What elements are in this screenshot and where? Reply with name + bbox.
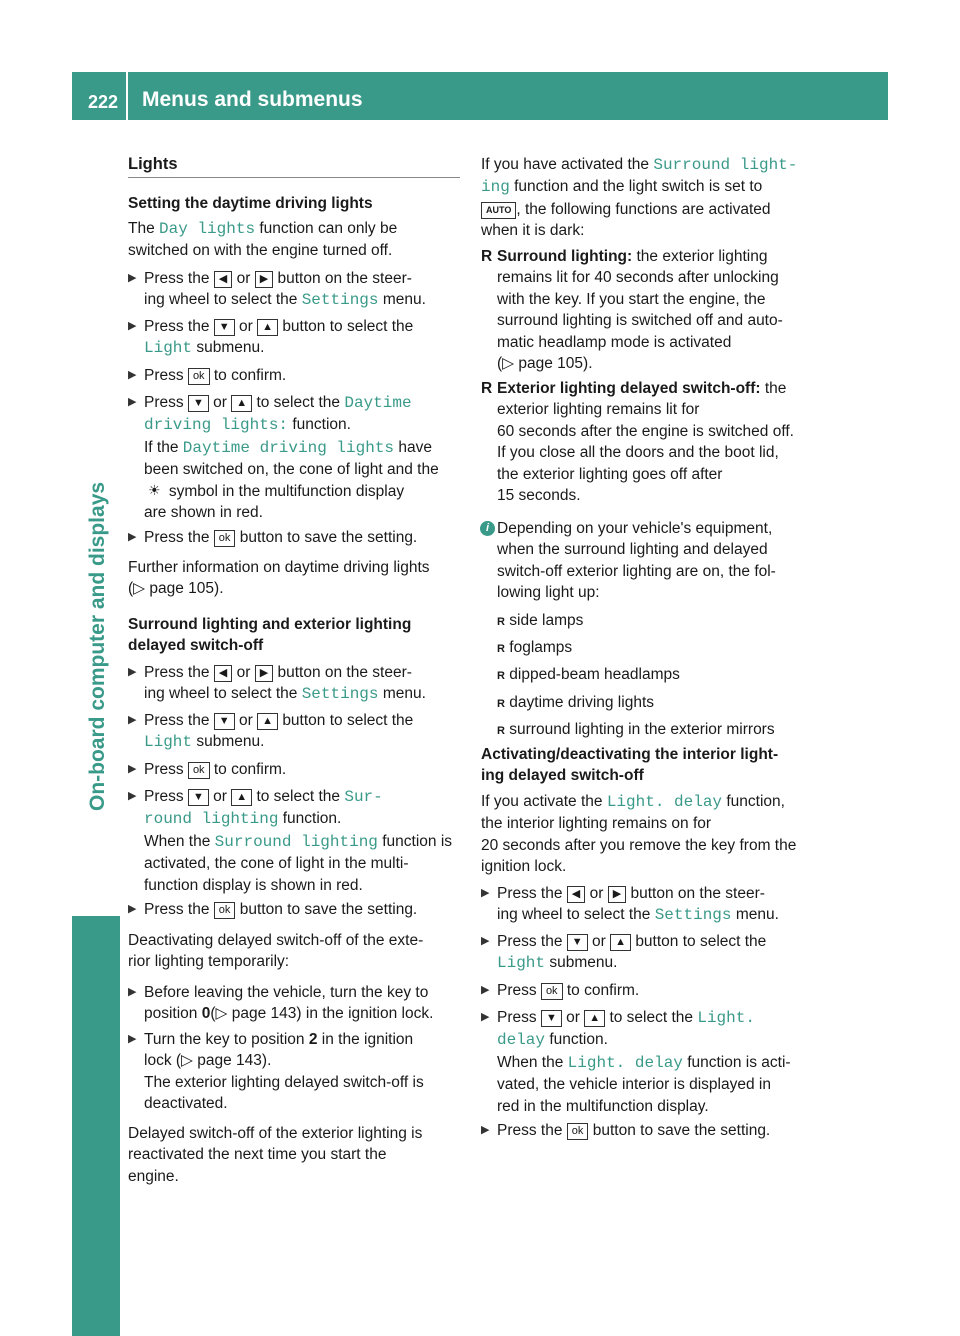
bullet-marker: R: [481, 380, 493, 397]
text-span: when the surround lighting and delayed: [497, 541, 768, 559]
text-span: have: [398, 438, 432, 456]
paragraph: [128, 1123, 460, 1187]
text-span: Press the: [497, 933, 563, 950]
text-span: lowing light up:: [497, 584, 600, 602]
text-span: function is acti-: [687, 1053, 791, 1071]
text-span: the exterior lighting goes off after: [497, 465, 723, 483]
down-key-icon: ▼: [567, 934, 588, 951]
text-span: function and the light switch is set to: [514, 178, 763, 196]
text-span: button to save the setting.: [592, 1122, 771, 1139]
text-span: or: [239, 318, 253, 335]
text-span: Press the: [144, 270, 210, 287]
text-span: Press: [144, 761, 184, 778]
auto-symbol-icon: AUTO: [481, 202, 516, 219]
text-span: driving lights:: [144, 416, 289, 435]
text-span: activated, the cone of light in the multi-: [144, 855, 409, 873]
up-key-icon: ▲: [231, 789, 252, 806]
text-span: are shown in red.: [144, 504, 263, 522]
text-span: red in the multifunction display.: [497, 1097, 709, 1115]
step-text: [144, 786, 460, 896]
text-span: Depending on your vehicle's equipment,: [497, 520, 773, 537]
list-item: R foglamps: [497, 639, 573, 657]
ok-key-icon: ok: [541, 983, 563, 1000]
text-span: or: [239, 712, 253, 729]
text-span: Press: [497, 1009, 537, 1026]
text-span: The: [128, 220, 155, 237]
text-span: Daytime driving lights: [182, 438, 395, 457]
text-span: the interior lighting remains on for: [481, 815, 712, 833]
text-span: When the: [144, 832, 211, 850]
text-span: delay: [497, 1031, 546, 1050]
text-span: Light: [144, 733, 193, 752]
step-arrow-icon: ▶: [481, 887, 490, 899]
step-text: [144, 759, 460, 780]
text-span: If you close all the doors and the boot lid,: [497, 444, 779, 462]
text-span: ing delayed switch-off: [481, 767, 644, 785]
text-span: side lamps: [509, 612, 584, 629]
text-span: Deactivating delayed switch-off of the exte-: [128, 932, 424, 949]
step-text: [497, 378, 813, 506]
step-text: [497, 518, 813, 604]
step-arrow-icon: ▶: [481, 1011, 490, 1023]
paragraph: [481, 791, 813, 878]
paragraph: [128, 218, 460, 262]
text-span: switched on with the engine turned off.: [128, 242, 393, 260]
step-arrow-icon: ▶: [128, 714, 137, 726]
step-text: [144, 662, 460, 706]
text-span: or: [236, 270, 251, 287]
step-arrow-icon: ▶: [128, 666, 137, 678]
text-span: daytime driving lights: [509, 693, 654, 711]
text-span: 2: [308, 1031, 318, 1048]
text-span: to confirm.: [213, 761, 287, 778]
right-key-icon: ▶: [608, 886, 626, 903]
text-span: 0: [201, 1005, 211, 1023]
down-key-icon: ▼: [214, 713, 235, 730]
text-span: Light. delay: [606, 793, 723, 811]
up-key-icon: ▲: [231, 395, 252, 412]
text-span: button to select the: [282, 318, 414, 335]
up-key-icon: ▲: [257, 319, 278, 336]
text-span: (▷ page 143) in the ignition lock.: [210, 1005, 434, 1023]
text-span: Activating/deactivating the interior light-: [481, 746, 779, 763]
text-span: to confirm.: [213, 367, 287, 384]
text-span: matic headlamp mode is activated: [497, 333, 732, 351]
text-span: deactivated.: [144, 1095, 228, 1113]
text-span: Settings: [301, 685, 379, 704]
up-key-icon: ▲: [610, 934, 631, 951]
step-text: [497, 883, 813, 927]
text-span: Surround lighting:: [497, 248, 633, 265]
down-key-icon: ▼: [188, 395, 209, 412]
info-list: [497, 608, 813, 744]
text-span: , the following functions are activated: [516, 200, 771, 218]
text-span: Exterior lighting delayed switch-off:: [497, 380, 761, 397]
ok-key-icon: ok: [567, 1123, 589, 1140]
step-text: [497, 1007, 813, 1117]
down-key-icon: ▼: [214, 319, 235, 336]
text-span: Surround lighting and exterior lighting: [128, 616, 412, 633]
text-span: vated, the vehicle interior is displayed in: [497, 1076, 771, 1094]
header-divider: [126, 72, 128, 120]
text-span: submenu.: [196, 733, 265, 751]
step-text: [144, 527, 460, 548]
text-span: button on the steer-: [630, 885, 765, 902]
list-item: R surround lighting in the exterior mirrors: [497, 720, 775, 738]
text-span: rior lighting temporarily:: [128, 953, 290, 971]
text-span: function display is shown in red.: [144, 876, 363, 894]
text-span: Settings: [301, 291, 379, 310]
text-span: Press the: [144, 664, 210, 681]
ok-key-icon: ok: [188, 762, 210, 779]
text-span: When the: [497, 1053, 564, 1071]
step-arrow-icon: ▶: [128, 396, 137, 408]
text-span: symbol in the multifunction display: [168, 482, 405, 500]
text-span: Press the: [144, 901, 210, 918]
text-span: lock (▷ page 143).: [144, 1052, 272, 1070]
text-span: Press the: [497, 885, 563, 902]
text-span: when it is dark:: [481, 222, 585, 240]
paragraph: [128, 557, 460, 600]
text-span: function,: [726, 793, 785, 810]
step-arrow-icon: ▶: [128, 903, 137, 915]
text-span: button to select the: [282, 712, 414, 729]
text-span: Light: [144, 339, 193, 358]
step-text: [497, 246, 813, 374]
right-key-icon: ▶: [255, 665, 273, 682]
subsection-heading: [481, 744, 813, 787]
step-arrow-icon: ▶: [481, 1124, 490, 1136]
text-span: button to save the setting.: [239, 901, 418, 918]
step-text: [144, 899, 460, 920]
text-span: Press: [497, 982, 537, 999]
text-span: to select the: [256, 788, 341, 805]
up-key-icon: ▲: [584, 1010, 605, 1027]
text-span: surround lighting is switched off and auto-: [497, 312, 783, 330]
text-span: or: [566, 1009, 580, 1026]
ok-key-icon: ok: [214, 902, 236, 919]
text-span: menu.: [382, 291, 426, 309]
text-span: button to select the: [635, 933, 767, 950]
up-key-icon: ▲: [257, 713, 278, 730]
text-span: ing wheel to select the: [144, 685, 298, 703]
step-arrow-icon: ▶: [128, 1033, 137, 1045]
text-span: button on the steer-: [277, 664, 412, 681]
text-span: Press the: [497, 1122, 563, 1139]
text-span: Light.: [697, 1009, 755, 1027]
text-span: Turn the key to position: [144, 1031, 305, 1048]
text-span: Press the: [144, 318, 210, 335]
text-span: round lighting: [144, 810, 279, 829]
text-span: (▷ page 105).: [128, 580, 224, 598]
step-text: [144, 365, 460, 386]
step-text: [144, 392, 460, 523]
text-span: or: [236, 664, 251, 681]
text-span: switch-off exterior lighting are on, the fol-: [497, 562, 776, 580]
step-text: [497, 980, 813, 1001]
text-span: If you have activated the: [481, 156, 650, 173]
text-span: the: [764, 380, 787, 397]
text-span: function is: [382, 832, 453, 850]
step-arrow-icon: ▶: [128, 986, 137, 998]
subsection-heading: [128, 614, 460, 657]
text-span: submenu.: [196, 339, 265, 357]
sun-symbol-icon: ☀: [148, 481, 161, 498]
step-text: [144, 1029, 460, 1115]
text-span: ignition lock.: [481, 858, 567, 876]
text-span: Press the: [144, 529, 210, 546]
text-span: been switched on, the cone of light and the: [144, 461, 439, 479]
step-text: [497, 931, 813, 975]
text-span: If you activate the: [481, 793, 603, 810]
page-title: Menus and submenus: [142, 88, 363, 111]
step-arrow-icon: ▶: [128, 531, 137, 543]
text-span: to select the: [609, 1009, 694, 1026]
text-span: foglamps: [509, 639, 573, 657]
text-span: function.: [282, 810, 342, 828]
step-arrow-icon: ▶: [128, 272, 137, 284]
list-item: R dipped-beam headlamps: [497, 666, 680, 684]
text-span: ing wheel to select the: [497, 906, 651, 924]
text-span: Daytime: [344, 394, 412, 412]
ok-key-icon: ok: [188, 368, 210, 385]
text-span: ing wheel to select the: [144, 291, 298, 309]
text-span: function can only be: [259, 220, 398, 237]
step-arrow-icon: ▶: [128, 763, 137, 775]
text-span: or: [213, 788, 227, 805]
left-key-icon: ◀: [214, 271, 232, 288]
list-item: R daytime driving lights: [497, 693, 654, 711]
text-span: or: [592, 933, 606, 950]
down-key-icon: ▼: [541, 1010, 562, 1027]
text-span: remains lit for 40 seconds after unlocking: [497, 269, 779, 287]
step-text: [144, 710, 460, 754]
text-span: If the: [144, 438, 179, 456]
text-span: or: [589, 885, 604, 902]
step-text: [144, 268, 460, 312]
text-span: Press: [144, 394, 184, 411]
paragraph: [128, 930, 460, 973]
text-span: Press the: [144, 712, 210, 729]
info-icon: i: [480, 521, 495, 536]
down-key-icon: ▼: [188, 789, 209, 806]
text-span: Light: [497, 954, 546, 973]
text-span: surround lighting in the exterior mirrors: [509, 720, 775, 738]
side-tab: [72, 916, 120, 1336]
right-key-icon: ▶: [255, 271, 273, 288]
text-span: dipped-beam headlamps: [509, 666, 680, 684]
list-item: R side lamps: [497, 612, 584, 629]
text-span: 20 seconds after you remove the key from the: [481, 836, 797, 854]
text-span: to select the: [256, 394, 341, 411]
side-section-label: On-board computer and displays: [86, 481, 109, 811]
text-span: delayed switch-off: [128, 637, 264, 655]
step-text: [144, 982, 460, 1025]
text-span: Settings: [654, 906, 732, 925]
text-span: reactivated the next time you start the: [128, 1146, 387, 1164]
text-span: in the ignition: [321, 1031, 414, 1048]
step-arrow-icon: ▶: [481, 984, 490, 996]
text-span: the exterior lighting: [636, 248, 768, 265]
text-span: 15 seconds.: [497, 487, 581, 505]
text-span: or: [213, 394, 227, 411]
text-span: position: [144, 1005, 198, 1023]
text-span: Light. delay: [567, 1053, 683, 1072]
text-span: ing: [481, 178, 510, 197]
left-key-icon: ◀: [214, 665, 232, 682]
text-span: Press: [144, 367, 184, 384]
section-title: Lights: [128, 155, 178, 173]
text-span: with the key. If you start the engine, the: [497, 290, 766, 308]
text-span: button to save the setting.: [239, 529, 418, 546]
text-span: exterior lighting remains lit for: [497, 401, 700, 419]
text-span: to confirm.: [566, 982, 640, 999]
text-span: menu.: [735, 906, 779, 924]
text-span: Delayed switch-off of the exterior lighting is: [128, 1125, 423, 1142]
bullet-marker: R: [481, 248, 493, 265]
text-span: Sur‐: [344, 788, 383, 806]
text-span: Surround lighting: [214, 832, 378, 851]
text-span: submenu.: [549, 954, 618, 972]
text-span: The exterior lighting delayed switch-off is: [144, 1073, 424, 1091]
text-span: engine.: [128, 1167, 179, 1185]
ok-key-icon: ok: [214, 530, 236, 547]
step-arrow-icon: ▶: [128, 790, 137, 802]
text-span: menu.: [382, 685, 426, 703]
step-arrow-icon: ▶: [128, 320, 137, 332]
text-span: Before leaving the vehicle, turn the key to: [144, 984, 429, 1001]
left-key-icon: ◀: [567, 886, 585, 903]
text-span: Press: [144, 788, 184, 805]
text-span: button on the steer-: [277, 270, 412, 287]
step-arrow-icon: ▶: [481, 935, 490, 947]
page-number: 222: [88, 92, 119, 112]
menu-item-daytime: Day lights: [159, 220, 256, 238]
step-arrow-icon: ▶: [128, 369, 137, 381]
text-span: Surround light‐: [653, 156, 798, 174]
step-text: [497, 1120, 813, 1141]
paragraph: [481, 154, 813, 242]
text-span: function.: [292, 416, 351, 434]
section-rule: [128, 177, 460, 178]
text-span: function.: [549, 1031, 608, 1049]
text-span: (▷ page 105).: [497, 355, 593, 373]
text-span: Further information on daytime driving lights: [128, 559, 430, 576]
step-text: [144, 316, 460, 360]
text-span: 60 seconds after the engine is switched off.: [497, 422, 794, 440]
subsection-heading: Setting the daytime driving lights: [128, 195, 373, 212]
